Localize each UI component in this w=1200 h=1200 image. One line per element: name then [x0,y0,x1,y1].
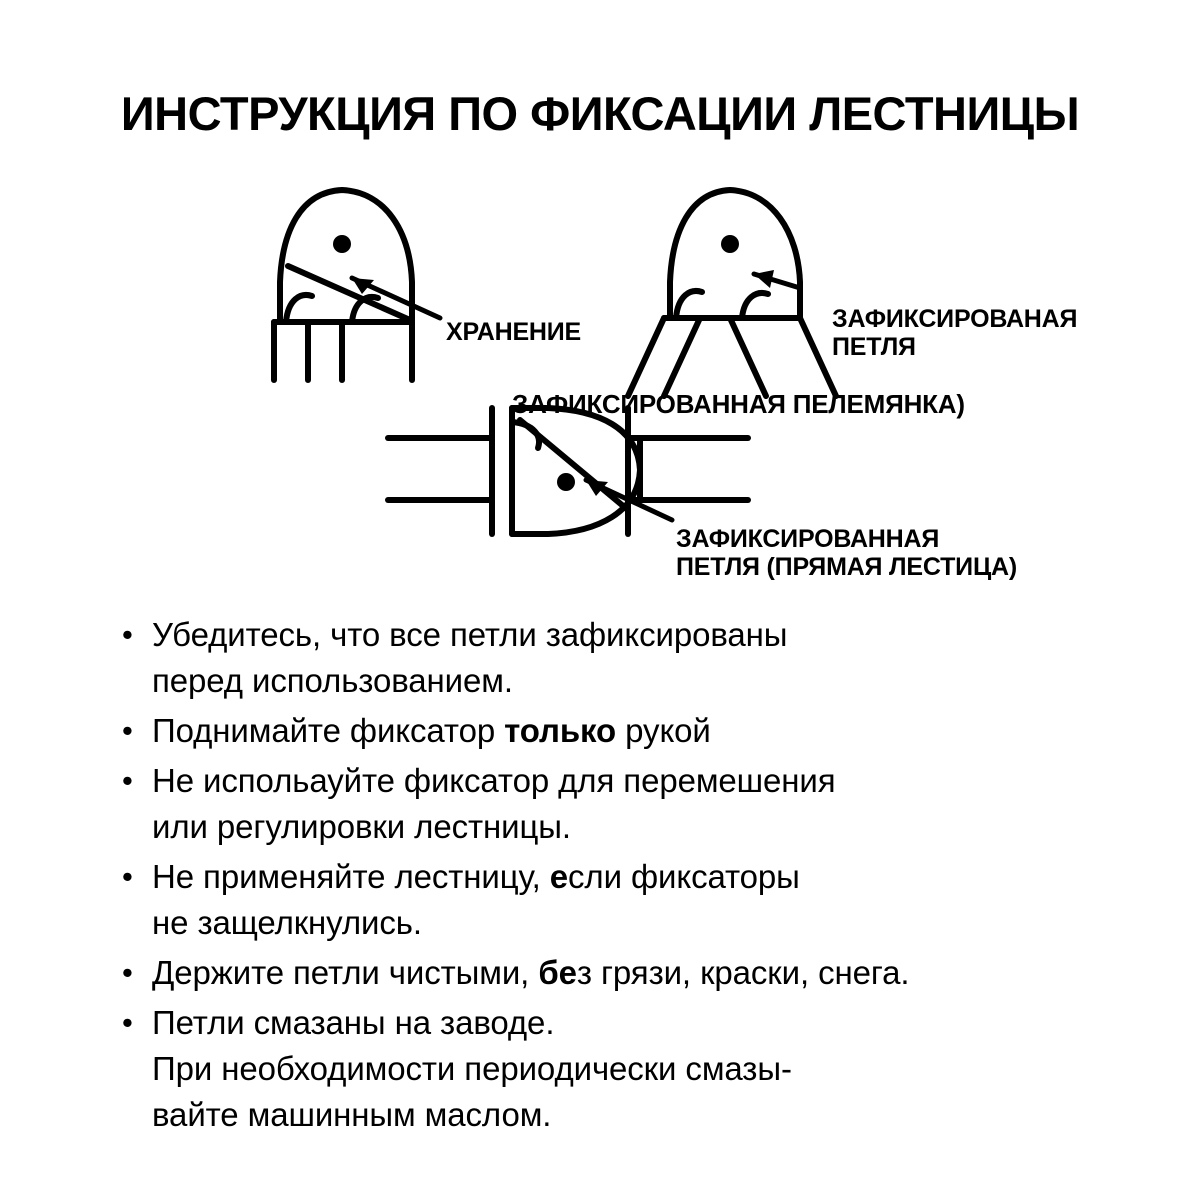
label-fixed-loop-line2: ПЕТЛЯ [832,333,916,361]
fixed-loop-illustration [628,190,836,396]
list-item-line: Не испольауйте фиксатор для перемешения [152,762,836,799]
list-item-line: Убедитесь, что все петли зафиксированы [152,616,788,653]
text-emphasis: е [549,858,569,895]
list-item-line [152,708,711,754]
list-item-text [152,1000,792,1138]
list-item-line: При необходимости периодически смазы- [152,1050,792,1087]
label-fixed-loop [832,305,1077,361]
diagram-svg [0,170,1200,600]
list-item-text [152,950,909,996]
bullet-marker: • [122,859,133,894]
bullet-marker: • [122,955,133,990]
text-segment: з грязи, краски, снега. [576,954,910,991]
list-item-line [152,854,800,900]
bullet-marker: • [122,713,133,748]
label-fixed-pelemyanka: ЗАФИКСИРОВАННАЯ ПЕЛЕМЯНКА) [512,389,965,419]
label-fixed-straight-ladder [676,525,1017,581]
page-title: ИНСТРУКЦИЯ ПО ФИКСАЦИИ ЛЕСТНИЦЫ [120,87,1080,140]
text-segment: сли фиксаторы [568,858,800,895]
bullet-marker: • [122,763,133,798]
storage-hinge-illustration [274,190,440,380]
list-item-line: или регулировки лестницы. [152,808,571,845]
list-item [122,854,1132,946]
list-item [122,708,1132,754]
text-segment: Держите петли чистыми, [152,954,539,991]
label-fixed-straight-line2: ПЕТЛЯ (ПРЯМАЯ ЛЕСТИЦА) [676,553,1017,581]
list-item-line: не защелкнулись. [152,904,422,941]
list-item-text [152,708,711,754]
label-fixed-straight-line1: ЗАФИКСИРОВАННАЯ [676,525,940,553]
text-emphasis: бе [538,954,577,991]
instruction-list [122,612,1132,1142]
list-item [122,612,1132,704]
bullet-marker: • [122,1005,133,1040]
list-item-line: Петли смазаны на заводе. [152,1004,555,1041]
straight-ladder-hinge-illustration [388,408,748,534]
list-item [122,950,1132,996]
list-item-line [152,950,909,996]
label-fixed-loop-line1: ЗАФИКСИРОВАНАЯ [832,305,1078,333]
ladder-hinge-diagram [0,170,1200,600]
label-storage: ХРАНЕНИЕ [446,318,582,346]
list-item-line: вайте машинным маслом. [152,1096,552,1133]
list-item-text [152,758,836,850]
bullet-marker: • [122,617,133,652]
list-item-text [152,854,800,946]
text-segment: Не применяйте лестницу, [152,858,550,895]
text-emphasis: только [504,712,617,749]
list-item-text [152,612,787,704]
list-item-line: перед использованием. [152,662,513,699]
list-item [122,758,1132,850]
list-item [122,1000,1132,1138]
text-segment: Поднимайте фиксатор [152,712,505,749]
text-segment: рукой [616,712,711,749]
